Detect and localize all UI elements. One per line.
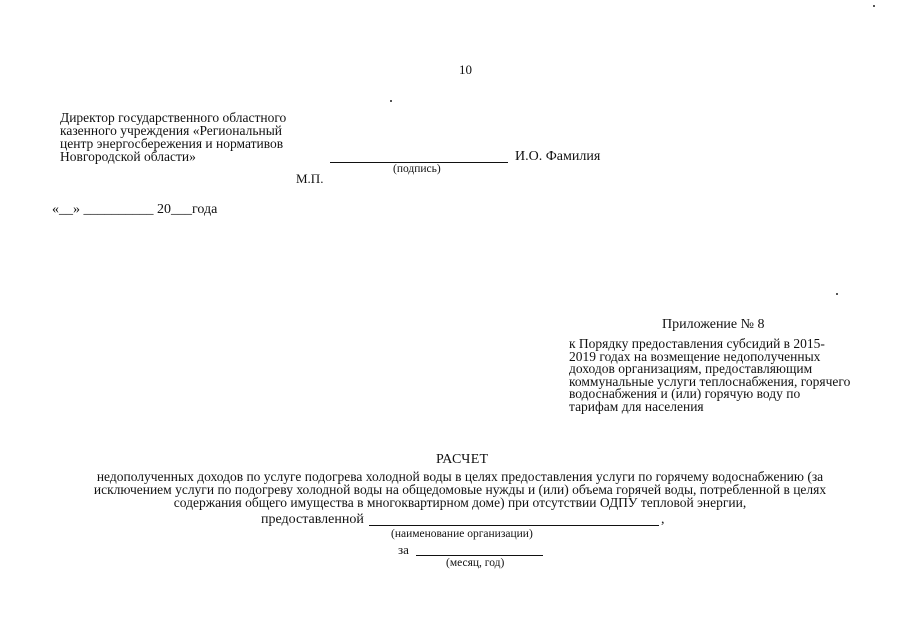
period-caption: (месяц, год) — [446, 557, 505, 569]
signature-caption: (подпись) — [393, 163, 441, 175]
director-line-3: центр энергосбережения и нормативов — [60, 136, 284, 151]
appendix-line-5: водоснабжения и (или) горячую воду по — [569, 386, 801, 401]
calculation-description — [30, 470, 890, 509]
appendix-line-1: к Порядку предоставления субсидий в 2015- — [569, 336, 825, 351]
appendix-line-6: тарифам для населения — [569, 398, 704, 414]
appendix-title: Приложение № 8 — [662, 317, 765, 332]
appendix-line-3: доходов организациям, предоставляющим — [569, 361, 813, 376]
organization-comma: , — [661, 512, 665, 527]
calculation-line-2: исключением услуги по подогреву холодной воды на общедомовые нужды и (или) объема горячей воды, потребленной в целях — [93, 482, 827, 497]
signature-name: И.О. Фамилия — [515, 149, 601, 164]
director-block — [60, 111, 286, 163]
appendix-line-4: коммунальные услуги теплоснабжения, горячего — [569, 373, 851, 389]
scan-speck — [390, 100, 392, 102]
director-line-1: Директор государственного областного — [60, 110, 287, 125]
calculation-line-3: содержания общего имущества в многоквартирном доме) при отсутствии ОДПУ тепловой энергии, — [173, 495, 747, 510]
page-number: 10 — [459, 62, 472, 77]
director-line-4: Новгородской области» — [60, 149, 196, 164]
organization-name-line — [369, 511, 659, 526]
period-line — [416, 542, 543, 556]
scan-speck — [873, 5, 875, 7]
provided-label: предоставленной — [261, 512, 364, 527]
stamp-label: М.П. — [296, 171, 324, 186]
date-line: «__» __________ 20___года — [52, 202, 218, 217]
scan-speck — [836, 293, 838, 295]
signature-line — [330, 149, 508, 163]
appendix-text — [569, 338, 850, 413]
organization-caption: (наименование организации) — [391, 528, 533, 540]
director-line-2: казенного учреждения «Региональный — [60, 123, 283, 138]
period-for-label: за — [398, 542, 409, 557]
appendix-line-2: 2019 годах на возмещение недополученных — [569, 348, 821, 364]
calculation-line-1: недополученных доходов по услуге подогрева холодной воды в целях предоставления услуги по горячему водоснабжению (за — [96, 469, 824, 484]
calculation-title: РАСЧЕТ — [436, 452, 489, 467]
